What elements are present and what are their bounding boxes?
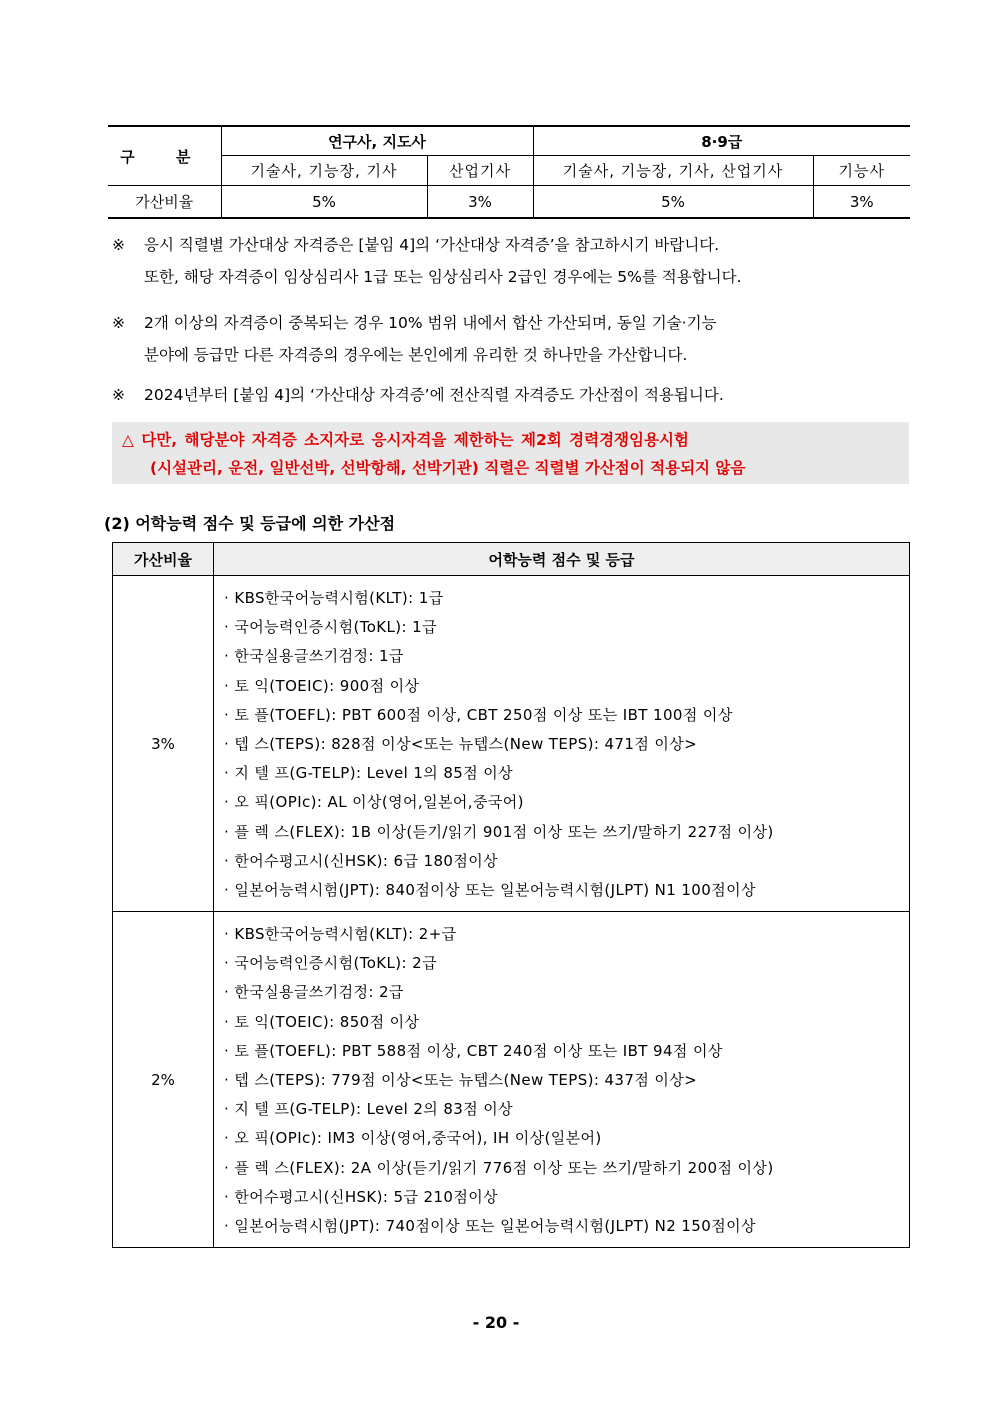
header-rate: 가산비율	[113, 543, 214, 576]
group2-header: 8·9급	[533, 126, 910, 156]
table-row	[113, 576, 910, 912]
note-line: 2024년부터 [붙임 4]의 ‘가산대상 자격증’에 전산직렬 자격증도 가산점이 적용됩니다.	[144, 386, 724, 404]
value-cell: 3%	[813, 186, 910, 219]
list-item: · 텝 스(TEPS): 828점 이상<또는 뉴텝스(New TEPS): 471점 이상>	[224, 734, 698, 753]
list-item: · KBS한국어능력시험(KLT): 1급	[224, 589, 444, 607]
list-item: · 오 픽(OPIc): AL 이상(영어,일본어,중국어)	[224, 793, 524, 812]
note-1	[112, 234, 912, 288]
list-item: · 한어수평고시(신HSK): 5급 210점이상	[224, 1187, 499, 1206]
header-content: 어학능력 점수 및 등급	[214, 543, 910, 576]
list-item: · 한어수평고시(신HSK): 6급 180점이상	[224, 851, 499, 870]
list-item: · 국어능력인증시험(ToKL): 1급	[224, 618, 438, 637]
reference-mark: ※	[112, 386, 125, 404]
list-item: · 플 렉 스(FLEX): 2A 이상(듣기/읽기 776점 이상 또는 쓰기/말하기 200점 이상)	[224, 1158, 774, 1177]
note-2	[112, 312, 912, 366]
row-label: 가산비율	[108, 186, 221, 219]
subheader-cell: 기능사	[813, 156, 910, 186]
category-header: 구 분	[108, 126, 221, 186]
note-line: 분야에 등급만 다른 자격증의 경우에는 본인에게 유리한 것 하나만을 가산합니다.	[144, 346, 688, 364]
value-cell: 3%	[427, 186, 533, 219]
section-heading: (2) 어학능력 점수 및 등급에 의한 가산점	[104, 514, 396, 533]
list-item: · 지 텔 프(G-TELP): Level 2의 83점 이상	[224, 1100, 514, 1119]
items-cell	[214, 576, 910, 912]
warning-line-2: (시설관리, 운전, 일반선박, 선박항해, 선박기관) 직렬은 직렬별 가산점이 적용되지 않음	[150, 459, 746, 477]
list-item: · 토 익(TOEIC): 850점 이상	[224, 1012, 420, 1031]
list-item: · 한국실용글쓰기검정: 2급	[224, 983, 404, 1002]
list-item: · 토 플(TOEFL): PBT 588점 이상, CBT 240점 이상 또는 IBT 94점 이상	[224, 1041, 723, 1060]
value-cell: 5%	[221, 186, 427, 219]
table-row	[113, 912, 910, 1248]
warning-box	[112, 422, 909, 484]
list-item: · 한국실용글쓰기검정: 1급	[224, 647, 404, 666]
rate-cell: 2%	[113, 912, 214, 1248]
list-item: · 오 픽(OPIc): IM3 이상(영어,중국어), IH 이상(일본어)	[224, 1129, 602, 1148]
subheader-cell: 기술사, 기능장, 기사, 산업기사	[533, 156, 813, 186]
list-item: · 토 플(TOEFL): PBT 600점 이상, CBT 250점 이상 또는 IBT 100점 이상	[224, 705, 733, 724]
note-line: 2개 이상의 자격증이 중복되는 경우 10% 범위 내에서 합산 가산되며, 동일 기술·기능	[144, 314, 717, 332]
list-item: · KBS한국어능력시험(KLT): 2+급	[224, 925, 457, 944]
note-3	[112, 384, 912, 406]
subheader-cell: 산업기사	[427, 156, 533, 186]
language-score-table	[112, 542, 910, 1248]
bonus-rate-table	[108, 125, 910, 219]
list-item: · 일본어능력시험(JPT): 740점이상 또는 일본어능력시험(JLPT) N2 150점이상	[224, 1216, 756, 1235]
rate-cell: 3%	[113, 576, 214, 912]
subheader-cell: 기술사, 기능장, 기사	[221, 156, 427, 186]
list-item: · 일본어능력시험(JPT): 840점이상 또는 일본어능력시험(JLPT) N1 100점이상	[224, 880, 756, 899]
list-item: · 국어능력인증시험(ToKL): 2급	[224, 954, 438, 973]
group1-header: 연구사, 지도사	[221, 126, 533, 156]
reference-mark: ※	[112, 314, 125, 332]
list-item: · 토 익(TOEIC): 900점 이상	[224, 676, 420, 695]
value-cell: 5%	[533, 186, 813, 219]
reference-mark: ※	[112, 236, 125, 254]
page-number: - 20 -	[472, 1313, 520, 1332]
list-item: · 플 렉 스(FLEX): 1B 이상(듣기/읽기 901점 이상 또는 쓰기/말하기 227점 이상)	[224, 822, 774, 841]
list-item: · 지 텔 프(G-TELP): Level 1의 85점 이상	[224, 764, 514, 783]
note-line: 응시 직렬별 가산대상 자격증은 [붙임 4]의 ‘가산대상 자격증’을 참고하시기 바랍니다.	[144, 236, 720, 254]
list-item: · 텝 스(TEPS): 779점 이상<또는 뉴텝스(New TEPS): 437점 이상>	[224, 1071, 698, 1089]
warning-line-1: △ 다만, 해당분야 자격증 소지자로 응시자격을 제한하는 제2회 경력경쟁임용시험	[122, 431, 689, 449]
note-line: 또한, 해당 자격증이 임상심리사 1급 또는 임상심리사 2급인 경우에는 5%를 적용합니다.	[144, 268, 742, 286]
items-cell	[214, 912, 910, 1248]
